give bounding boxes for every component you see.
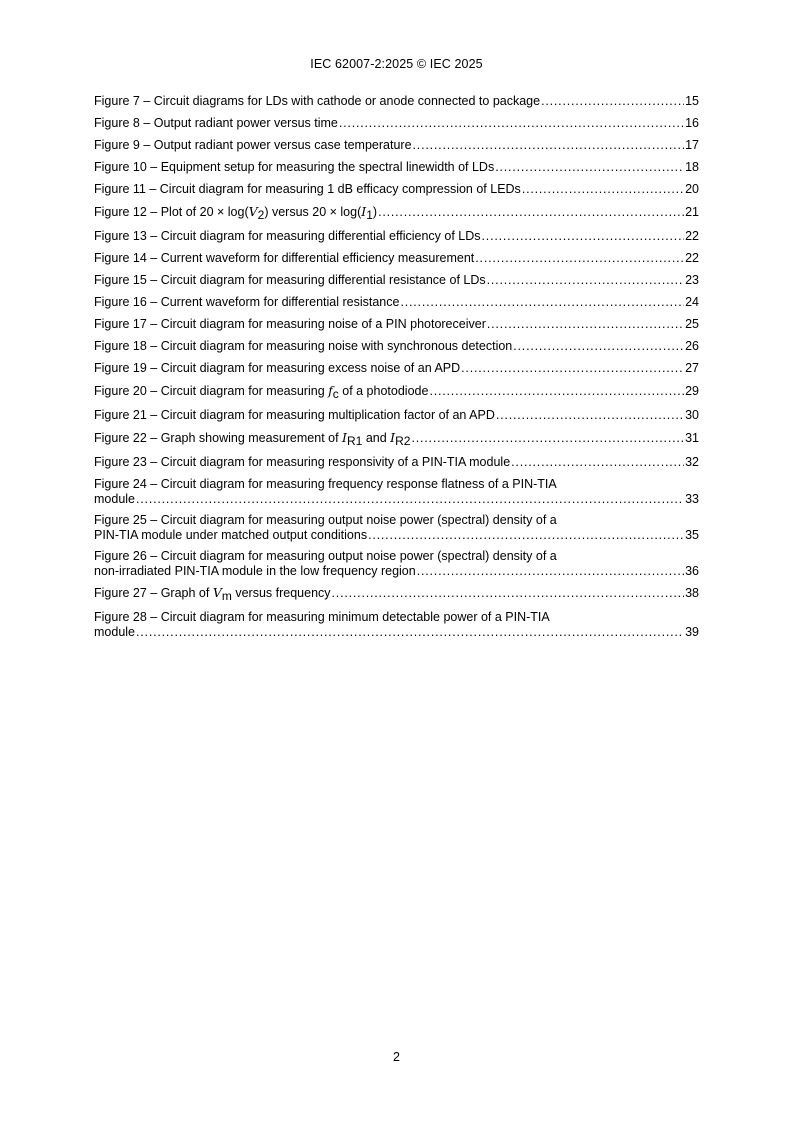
leader-dots: [413, 138, 685, 153]
toc-entry-page: 18: [685, 160, 699, 174]
toc-entry-page: 21: [685, 205, 699, 219]
leader-dots: [461, 361, 684, 376]
toc-entry-page: 30: [685, 408, 699, 422]
toc-entry-figure-19[interactable]: [94, 361, 699, 383]
leader-dots: [136, 625, 684, 640]
toc-entry-title-line-1: Figure 26 – Circuit diagram for measuring output noise power (spectral) density of a: [94, 549, 557, 563]
leader-dots: [475, 251, 684, 266]
leader-dots: [511, 455, 684, 470]
leader-dots: [487, 317, 684, 332]
toc-entry-title: Figure 9 – Output radiant power versus case temperature: [94, 138, 412, 152]
leader-dots: [400, 295, 684, 310]
leader-dots: [378, 205, 684, 220]
toc-entry-figure-21[interactable]: [94, 408, 699, 430]
toc-entry-page: 35: [685, 528, 699, 542]
toc-entry-figure-25[interactable]: [94, 513, 699, 549]
math-subscript: 2: [257, 208, 265, 222]
toc-entry-title: Figure 18 – Circuit diagram for measuring noise with synchronous detection: [94, 339, 513, 353]
toc-entry-figure-12[interactable]: [94, 204, 699, 229]
toc-entry-figure-9[interactable]: [94, 138, 699, 160]
leader-dots: [541, 94, 684, 109]
leader-dots: [332, 586, 685, 601]
toc-entry-page: 24: [685, 295, 699, 309]
toc-entry-title: Figure 15 – Circuit diagram for measuring differential resistance of LDs: [94, 273, 486, 287]
leader-dots: [339, 116, 684, 131]
toc-entry-page: 16: [685, 116, 699, 130]
math-subscript: 1: [366, 208, 373, 222]
toc-entry-figure-27[interactable]: [94, 585, 699, 610]
toc-entry-figure-23[interactable]: [94, 455, 699, 477]
toc-entry-figure-24[interactable]: [94, 477, 699, 513]
toc-entry-figure-16[interactable]: [94, 295, 699, 317]
toc-entry-title-line-1: Figure 24 – Circuit diagram for measuring frequency response flatness of a PIN-TIA: [94, 477, 557, 491]
toc-entry-page: 22: [685, 229, 699, 243]
math-variable: I: [361, 204, 367, 219]
toc-entry-title-line-2: non-irradiated PIN-TIA module in the low frequency region: [94, 564, 416, 578]
page-number: 2: [393, 1050, 400, 1064]
leader-dots: [411, 431, 684, 446]
toc-entry-page: 25: [685, 317, 699, 331]
toc-entry-figure-17[interactable]: [94, 317, 699, 339]
toc-entry-figure-14[interactable]: [94, 251, 699, 273]
toc-entry-title-line-1: Figure 25 – Circuit diagram for measuring output noise power (spectral) density of a: [94, 513, 557, 527]
toc-entry-title: Figure 23 – Circuit diagram for measuring responsivity of a PIN-TIA module: [94, 455, 511, 469]
toc-entry-title: Figure 8 – Output radiant power versus time: [94, 116, 338, 130]
toc-entry-title-line-2: PIN-TIA module under matched output conditions: [94, 528, 368, 542]
math-variable: I: [342, 430, 347, 445]
toc-entry-title: Figure 12 – Plot of 20 × log(V2) versus 20 × log(I1): [94, 204, 378, 222]
toc-entry-figure-13[interactable]: [94, 229, 699, 251]
math-variable: f: [328, 383, 333, 398]
toc-entry-page: 20: [685, 182, 699, 196]
math-subscript: R2: [395, 434, 411, 448]
toc-entry-title: Figure 16 – Current waveform for differential resistance: [94, 295, 400, 309]
toc-entry-page: 31: [685, 431, 699, 445]
toc-entry-page: 32: [685, 455, 699, 469]
leader-dots: [482, 229, 685, 244]
math-subscript: R1: [347, 434, 363, 448]
toc-entry-title-line-2: module: [94, 625, 135, 639]
toc-entry-page: 39: [685, 625, 699, 639]
toc-entry-figure-10[interactable]: [94, 160, 699, 182]
leader-dots: [496, 408, 684, 423]
leader-dots: [136, 492, 684, 507]
leader-dots: [429, 384, 684, 399]
toc-entry-page: 17: [685, 138, 699, 152]
leader-dots: [513, 339, 684, 354]
toc-entry-page: 33: [685, 492, 699, 506]
toc-entry-page: 15: [685, 94, 699, 108]
math-subscript: c: [332, 387, 339, 401]
toc-entry-title: Figure 27 – Graph of Vm versus frequency: [94, 585, 331, 603]
toc-entry-title: Figure 19 – Circuit diagram for measuring excess noise of an APD: [94, 361, 461, 375]
leader-dots: [487, 273, 684, 288]
toc-entry-title-line-1: Figure 28 – Circuit diagram for measuring minimum detectable power of a PIN-TIA: [94, 610, 550, 624]
toc-entry-page: 27: [685, 361, 699, 375]
toc-entry-figure-18[interactable]: [94, 339, 699, 361]
toc-entry-figure-26[interactable]: [94, 549, 699, 585]
toc-entry-page: 29: [685, 384, 699, 398]
toc-entry-page: 38: [685, 586, 699, 600]
math-variable: V: [212, 585, 222, 600]
toc-entry-page: 23: [685, 273, 699, 287]
leader-dots: [368, 528, 684, 543]
math-variable: V: [248, 204, 258, 219]
toc-entry-title: Figure 7 – Circuit diagrams for LDs with cathode or anode connected to package: [94, 94, 541, 108]
math-variable: I: [390, 430, 396, 445]
toc-entry-title: Figure 21 – Circuit diagram for measuring multiplication factor of an APD: [94, 408, 495, 422]
toc-entry-title: Figure 22 – Graph showing measurement of IR1 and IR2: [94, 430, 411, 448]
toc-entry-title-line-2: module: [94, 492, 135, 506]
toc-entry-figure-20[interactable]: [94, 383, 699, 408]
toc-entry-figure-11[interactable]: [94, 182, 699, 204]
leader-dots: [417, 564, 684, 579]
toc-entry-figure-28[interactable]: [94, 610, 699, 646]
toc-entry-title: Figure 10 – Equipment setup for measuring the spectral linewidth of LDs: [94, 160, 495, 174]
leader-dots: [495, 160, 684, 175]
toc-entry-figure-22[interactable]: [94, 430, 699, 455]
toc-entry-title: Figure 14 – Current waveform for differential efficiency measurement: [94, 251, 475, 265]
toc-entry-page: 36: [685, 564, 699, 578]
toc-entry-figure-8[interactable]: [94, 116, 699, 138]
leader-dots: [522, 182, 684, 197]
toc-entry-page: 26: [685, 339, 699, 353]
list-of-figures: [94, 94, 699, 646]
math-subscript: m: [221, 589, 232, 603]
toc-entry-title: Figure 17 – Circuit diagram for measuring noise of a PIN photoreceiver: [94, 317, 486, 331]
toc-entry-title: Figure 20 – Circuit diagram for measuring fc of a photodiode: [94, 383, 429, 401]
toc-entry-title: Figure 13 – Circuit diagram for measuring differential efficiency of LDs: [94, 229, 481, 243]
toc-entry-figure-7[interactable]: [94, 94, 699, 116]
toc-entry-page: 22: [685, 251, 699, 265]
toc-entry-figure-15[interactable]: [94, 273, 699, 295]
toc-entry-title: Figure 11 – Circuit diagram for measuring 1 dB efficacy compression of LEDs: [94, 182, 521, 196]
running-header: IEC 62007-2:2025 © IEC 2025: [310, 57, 483, 71]
